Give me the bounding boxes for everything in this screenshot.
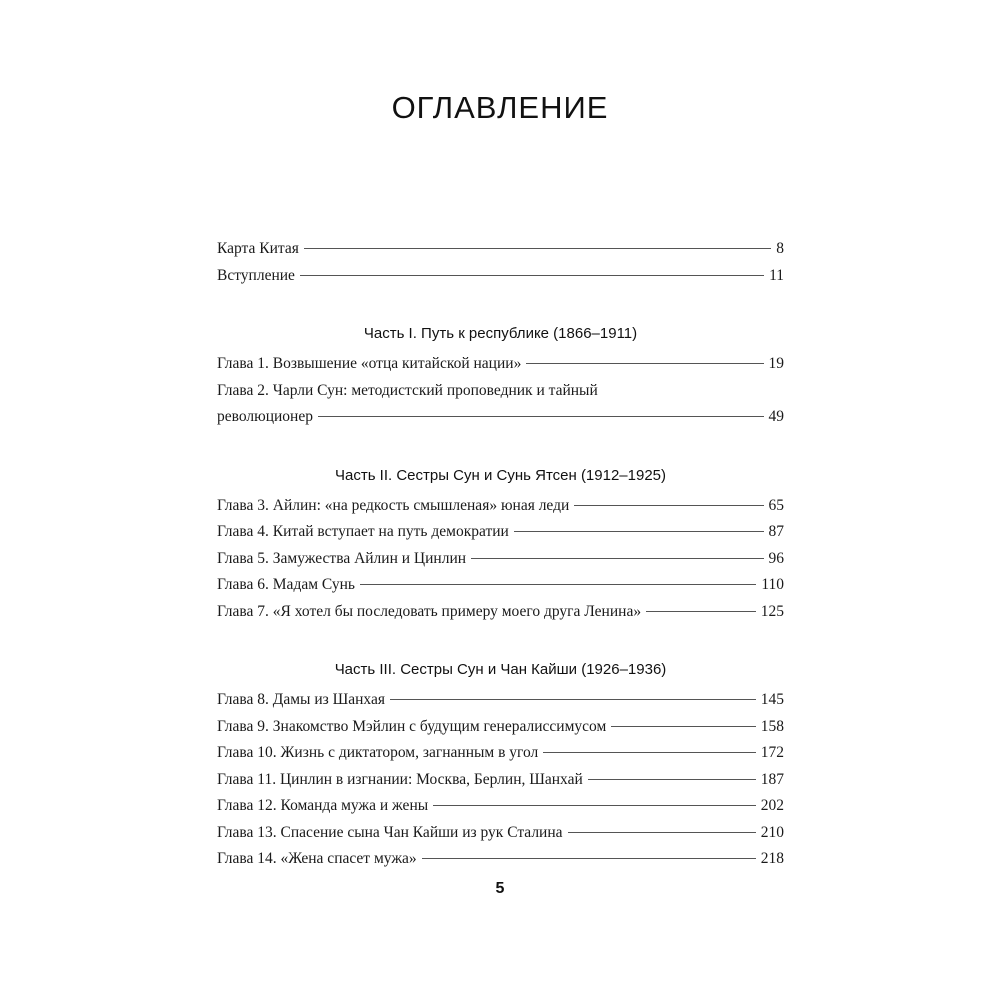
toc-entry-label: Глава 4. Китай вступает на путь демократии bbox=[217, 523, 509, 540]
toc-entry-label: Глава 3. Айлин: «на редкость смышленая» юная леди bbox=[217, 496, 570, 514]
dot-leader bbox=[568, 832, 756, 833]
toc-entry-chapter[interactable] bbox=[217, 572, 784, 599]
dot-leader bbox=[646, 611, 756, 612]
toc-entry-chapter[interactable] bbox=[217, 793, 784, 820]
toc-entry-label: Глава 11. Цинлин в изгнании: Москва, Берлин, Шанхай bbox=[217, 770, 583, 788]
toc-entry-page: 218 bbox=[760, 850, 784, 867]
part-heading: Часть II. Сестры Сун и Сунь Ятсен (1912–1925) bbox=[334, 466, 667, 484]
toc-entry-chapter[interactable] bbox=[217, 599, 784, 626]
dot-leader bbox=[574, 505, 763, 506]
dot-leader bbox=[422, 858, 756, 859]
toc-entry-introduction[interactable] bbox=[217, 263, 784, 290]
toc-entry-label: Глава 6. Мадам Сунь bbox=[217, 576, 355, 593]
toc-entry-chapter[interactable] bbox=[217, 767, 784, 794]
dot-leader bbox=[304, 248, 771, 249]
toc-entry-page: 210 bbox=[760, 823, 784, 841]
dot-leader bbox=[433, 805, 756, 806]
toc-entry-chapter[interactable] bbox=[217, 820, 784, 847]
toc-entry-page: 87 bbox=[768, 523, 784, 540]
toc-entry-chapter[interactable] bbox=[217, 740, 784, 767]
dot-leader bbox=[588, 779, 756, 780]
toc-entry-page: 11 bbox=[769, 266, 784, 284]
toc-entry-label: Глава 12. Команда мужа и жены bbox=[217, 797, 429, 814]
toc-entry-page: 110 bbox=[761, 576, 784, 593]
dot-leader bbox=[300, 275, 764, 276]
toc-entry-chapter[interactable] bbox=[217, 687, 784, 714]
toc-entry-label: Глава 14. «Жена спасет мужа» bbox=[217, 850, 417, 867]
toc-entry-page: 49 bbox=[768, 408, 784, 425]
toc-entry-page: 125 bbox=[760, 602, 784, 620]
toc-entry-label: Глава 1. Возвышение «отца китайской нации» bbox=[217, 355, 522, 372]
part-heading: Часть III. Сестры Сун и Чан Кайши (1926–1936) bbox=[334, 661, 667, 678]
dot-leader bbox=[611, 726, 755, 727]
page-number: 5 bbox=[495, 880, 505, 897]
toc-entry-chapter[interactable] bbox=[217, 714, 784, 741]
toc-entry-label: Карта Китая bbox=[217, 240, 299, 257]
toc-entry-label: Глава 10. Жизнь с диктатором, загнанным в угол bbox=[217, 744, 539, 761]
toc-entry-page: 202 bbox=[760, 797, 784, 814]
page-title: ОГЛАВЛЕНИЕ bbox=[391, 90, 609, 125]
dot-leader bbox=[471, 558, 763, 559]
toc-entry-label: Глава 9. Знакомство Мэйлин с будущим генералиссимусом bbox=[217, 717, 607, 735]
toc-entry-label: революционер bbox=[217, 408, 313, 425]
dot-leader bbox=[390, 699, 756, 700]
toc-entry-chapter[interactable] bbox=[217, 519, 784, 546]
toc-entry-label: Глава 8. Дамы из Шанхая bbox=[217, 691, 385, 708]
part-heading: Часть I. Путь к республике (1866–1911) bbox=[363, 325, 638, 342]
dot-leader bbox=[318, 416, 764, 417]
toc-entry-label: Глава 7. «Я хотел бы последовать примеру моего друга Ленина» bbox=[217, 602, 642, 620]
toc-entry-chapter[interactable] bbox=[217, 493, 784, 520]
toc-entry-chapter[interactable] bbox=[217, 846, 784, 873]
toc-entry-chapter[interactable] bbox=[217, 546, 784, 573]
toc-entry-map[interactable] bbox=[217, 236, 784, 263]
toc-entry-page: 96 bbox=[768, 549, 784, 567]
table-of-contents bbox=[217, 236, 784, 873]
toc-entry-label: Глава 13. Спасение сына Чан Кайши из рук Сталина bbox=[217, 823, 563, 841]
toc-entry-chapter[interactable] bbox=[217, 351, 784, 378]
toc-entry-label: Вступление bbox=[217, 266, 295, 284]
toc-entry-chapter[interactable] bbox=[217, 378, 784, 431]
toc-entry-page: 8 bbox=[776, 240, 784, 257]
dot-leader bbox=[514, 531, 764, 532]
toc-entry-page: 158 bbox=[760, 717, 784, 735]
toc-entry-page: 65 bbox=[768, 496, 784, 514]
toc-entry-page: 19 bbox=[768, 355, 784, 372]
dot-leader bbox=[360, 584, 756, 585]
toc-entry-label: Глава 5. Замужества Айлин и Цинлин bbox=[217, 549, 467, 567]
toc-entry-page: 187 bbox=[760, 770, 784, 788]
toc-entry-label-line1: Глава 2. Чарли Сун: методистский проповедник и тайный bbox=[217, 381, 598, 399]
dot-leader bbox=[526, 363, 763, 364]
toc-entry-page: 172 bbox=[760, 744, 784, 761]
toc-entry-page: 145 bbox=[760, 691, 784, 708]
dot-leader bbox=[543, 752, 755, 753]
